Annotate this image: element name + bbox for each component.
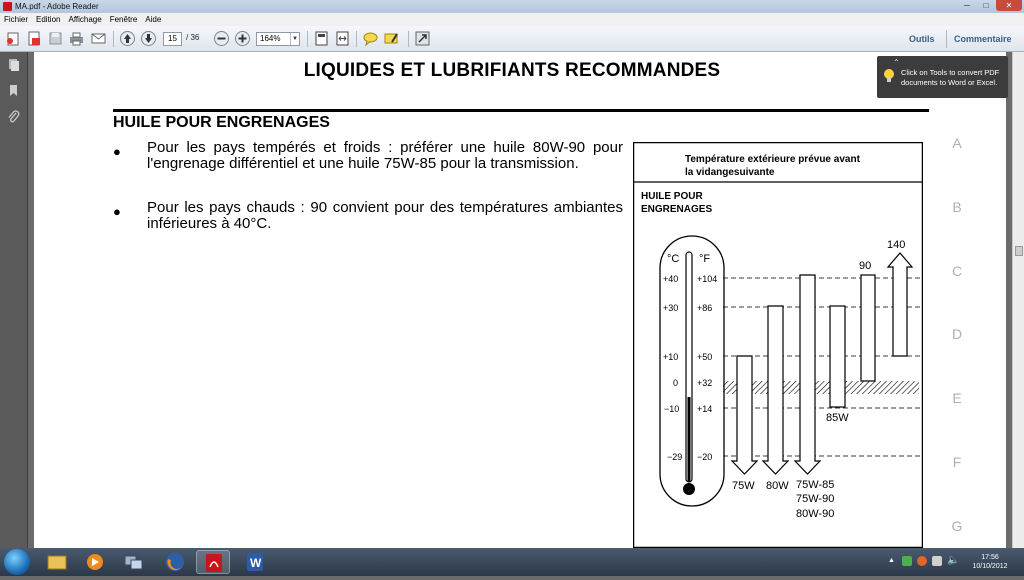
side-letter: D [951,326,963,342]
thermometer-bulb [683,483,695,495]
volume-icon[interactable]: 🔈 [947,555,960,566]
tools-tooltip[interactable] [877,56,1008,98]
zoom-out-icon[interactable] [213,30,230,47]
bullet-icon: ● [113,204,121,219]
tab-outils[interactable]: Outils [909,34,935,44]
tick-c: +40 [663,274,679,284]
scrollbar-thumb[interactable] [1015,246,1023,256]
previous-page-icon[interactable] [119,30,136,47]
clock-time: 17:56 [981,554,999,561]
toolbar-separator [356,31,357,47]
comment-bubble-icon[interactable] [362,30,379,47]
navigation-panel [0,52,28,548]
print-icon[interactable] [68,30,85,47]
tray-network-icon[interactable] [932,556,942,566]
menu-bar [0,13,1024,26]
page-number-input[interactable]: 15 [163,32,182,46]
label-85w: 85W [826,412,849,424]
window-title: MA.pdf - Adobe Reader [15,2,99,11]
side-letter: F [952,454,962,470]
page-title: LIQUIDES ET LUBRIFIANTS RECOMMANDES [303,60,721,81]
minimize-button[interactable]: ─ [964,1,970,10]
next-page-icon[interactable] [140,30,157,47]
label-75w: 75W [732,480,755,492]
label-75w-85: 75W-85 [796,479,835,491]
save-icon[interactable] [47,30,64,47]
tick-f: +50 [697,352,713,362]
create-pdf-icon[interactable] [5,30,22,47]
close-button[interactable]: ✕ [996,0,1022,11]
divider [113,109,929,112]
media-player-taskbar-icon[interactable] [78,550,112,574]
tick-f: +14 [697,404,713,414]
zoom-select[interactable] [256,32,300,46]
clock[interactable] [968,553,1012,571]
highlight-icon[interactable] [383,30,400,47]
tick-c: +30 [663,303,679,313]
menu-aide[interactable]: Aide [145,15,162,24]
svg-text:W: W [250,556,262,570]
network-taskbar-icon[interactable] [116,550,150,574]
vertical-scrollbar[interactable] [1012,52,1024,548]
toolbar-separator [946,30,947,48]
unit-celsius: °C [667,253,680,265]
tick-f: +104 [697,274,718,284]
side-letter: G [951,518,963,534]
title-bar [0,0,1024,13]
menu-fichier[interactable]: Fichier [4,15,29,24]
zoom-value: 164% [260,34,281,43]
tray-app-icon[interactable] [917,556,927,566]
maximize-button[interactable]: □ [983,1,989,10]
tooltip-text: Click on Tools to convert PDF documents to Word or Excel. [901,68,1000,87]
adobe-reader-taskbar-icon[interactable] [196,550,230,574]
zoom-in-icon[interactable] [234,30,251,47]
chart-box-label-1: HUILE POUR [641,191,703,202]
tick-f: +86 [697,303,713,313]
label-80w-90: 80W-90 [796,508,835,520]
chart-header-line-2: la vidangesuivante [685,167,775,178]
label-75w-90: 75W-90 [796,493,835,505]
toolbar-separator [307,31,308,47]
label-90: 90 [859,260,872,272]
lightbulb-icon [883,68,895,84]
bar-85w [830,306,845,407]
bullet-text: Pour les pays chauds : 90 convient pour des températures ambiantes inférieures à 40°C. [147,199,623,232]
chart-header-line-1: Température extérieure prévue avant [685,154,860,165]
start-button[interactable] [4,549,30,575]
tray-arrow-icon[interactable]: ▲ [888,557,895,564]
expand-icon[interactable] [414,30,431,47]
chevron-down-icon[interactable]: ▼ [290,33,299,45]
bullet-text: Pour les pays tempérés et froids : préférer une huile 80W-90 pour l'engrenage différentiel et une huile 75W-85 pour la transmission. [147,139,623,172]
tick-c: +10 [663,352,679,362]
menu-edition[interactable]: Edition [36,15,61,24]
clock-date: 10/10/2012 [972,563,1008,570]
label-80w: 80W [766,480,789,492]
tick-f: +32 [697,378,713,388]
taskbar [0,548,1024,576]
tick-c: −10 [664,404,680,414]
toolbar-separator [113,31,114,47]
firefox-taskbar-icon[interactable] [158,550,192,574]
bookmark-icon[interactable] [7,84,20,97]
side-letter: A [952,135,962,151]
menu-fenetre[interactable]: Fenêtre [109,15,138,24]
bullet-icon: ● [113,144,121,159]
chevron-up-icon[interactable]: ⌃ [893,58,900,67]
tab-commentaire[interactable]: Commentaire [954,34,1012,44]
attachment-icon[interactable] [7,110,20,123]
section-heading: HUILE POUR ENGRENAGES [113,114,330,131]
page-total: / 36 [186,33,200,42]
file-explorer-taskbar-icon[interactable] [40,550,74,574]
word-taskbar-icon[interactable] [238,550,272,574]
bar-90 [861,275,875,381]
label-140: 140 [887,239,906,251]
adobe-reader-icon [3,2,12,11]
side-letter: E [952,390,962,406]
toolbar-separator [408,31,409,47]
tick-c: 0 [673,378,679,388]
tray-check-icon[interactable] [902,556,912,566]
side-letter: C [951,263,963,279]
gear-oil-temperature-chart [633,142,923,548]
tick-c: −29 [667,452,683,462]
fit-width-icon[interactable] [334,30,351,47]
side-letter: B [952,199,962,215]
email-icon[interactable] [90,30,107,47]
toolbar [0,26,1024,52]
open-icon[interactable] [26,30,43,47]
chart-box-label-2: ENGRENAGES [641,204,713,215]
unit-fahrenheit: °F [699,253,711,265]
menu-affichage[interactable]: Affichage [68,15,102,24]
fit-page-icon[interactable] [313,30,330,47]
tick-f: −20 [697,452,713,462]
